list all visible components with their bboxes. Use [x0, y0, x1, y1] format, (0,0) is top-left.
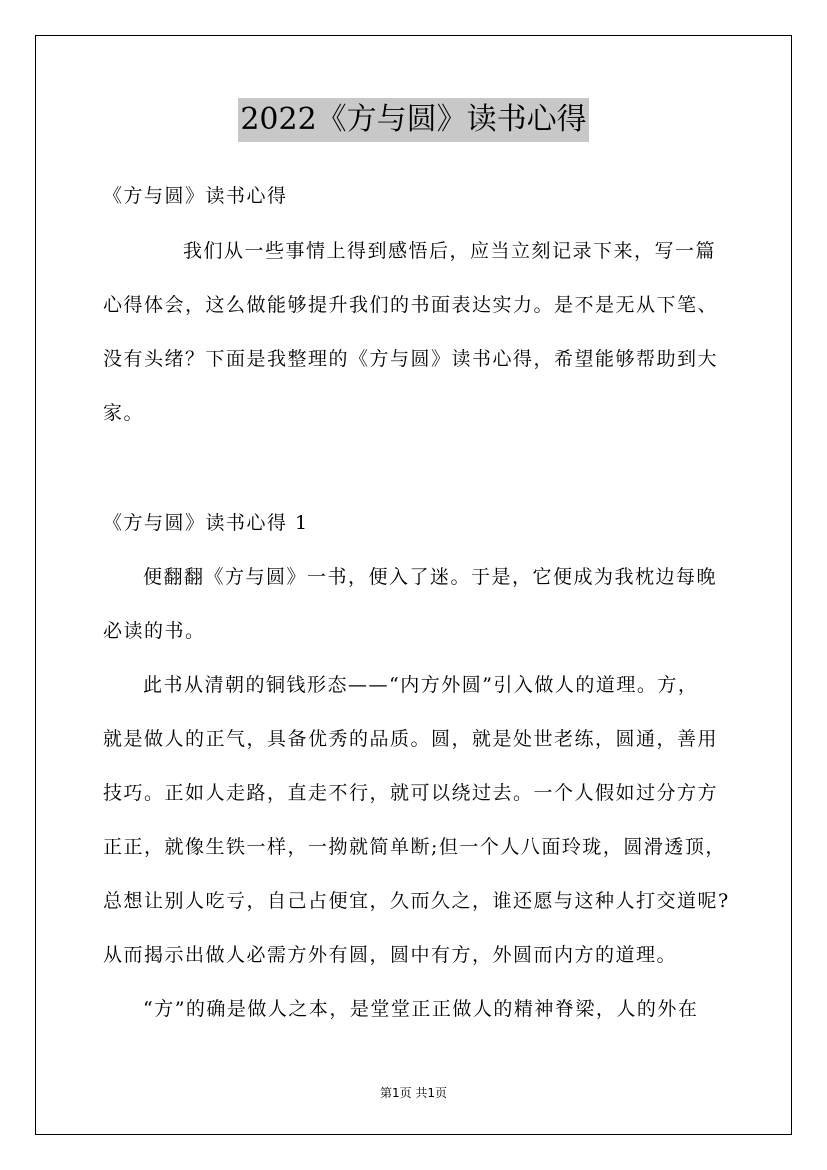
para2-line-5: 总想让别人吃亏，自己占便宜，久而久之，谁还愿与这种人打交道呢?	[103, 890, 730, 912]
para2-line-3: 技巧。正如人走路，直走不行，就可以绕过去。一个人假如过分方方	[103, 782, 719, 804]
intro-line-2: 心得体会，这么做能够提升我们的书面表达实力。是不是无从下笔、	[103, 294, 719, 316]
para2-line-2: 就是做人的正气，具备优秀的品质。圆，就是处世老练，圆通，善用	[103, 728, 719, 750]
para2-line-6: 从而揭示出做人必需方外有圆，圆中有方，外圆而内方的道理。	[103, 944, 678, 966]
para2-line-4: 正正，就像生铁一样，一拗就简单断;但一个人八面玲珑，圆滑透顶，	[103, 836, 726, 858]
title-container	[0, 98, 827, 142]
para3-line-1: “方”的确是做人之本，是堂堂正正做人的精神脊梁，人的外在	[143, 998, 699, 1020]
para2-line-1: 此书从清朝的铜钱形态——“内方外圆”引入做人的道理。方，	[143, 674, 699, 696]
document-title: 2022《方与圆》读书心得	[238, 98, 588, 142]
intro-line-1: 我们从一些事情上得到感悟后，应当立刻记录下来，写一篇	[183, 240, 717, 262]
para1-line-1: 便翻翻《方与圆》一书，便入了迷。于是，它便成为我枕边每晚	[143, 566, 718, 588]
section-heading-1: 《方与圆》读书心得 1	[103, 512, 309, 534]
intro-line-4: 家。	[103, 402, 145, 424]
page-number: 第1页 共1页	[379, 1086, 448, 1100]
intro-line-3: 没有头绪？下面是我整理的《方与圆》读书心得，希望能够帮助到大	[103, 348, 719, 370]
subtitle: 《方与圆》读书心得	[103, 185, 288, 207]
para1-line-2: 必读的书。	[103, 620, 206, 642]
